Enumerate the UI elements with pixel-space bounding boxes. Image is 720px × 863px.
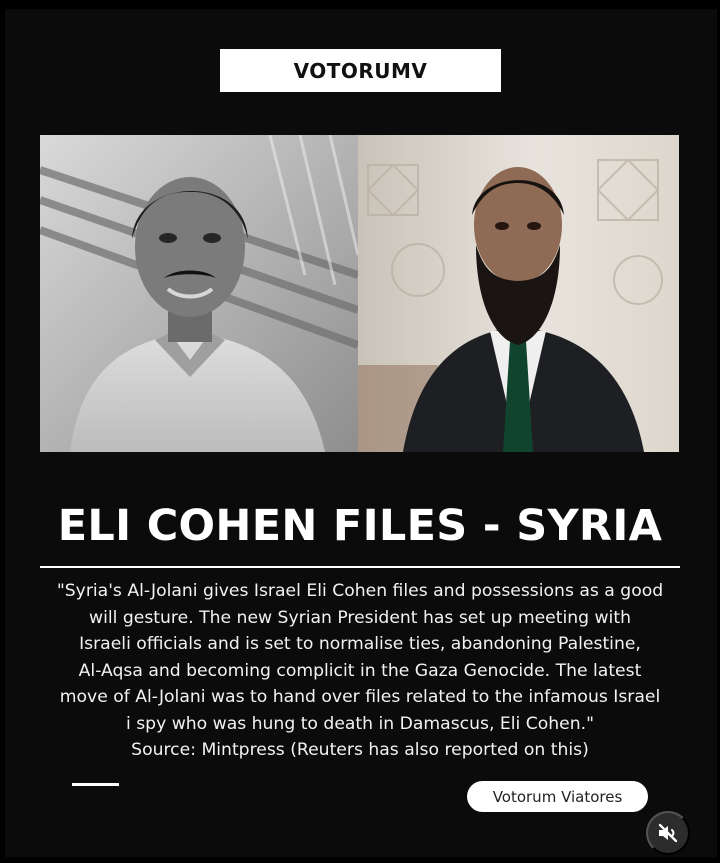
signature-badge	[467, 781, 648, 812]
body-line-4: Al-Aqsa and becoming complicit in the Gaza Genocide. The latest	[78, 660, 642, 681]
body-line-6: i spy who was hung to death in Damascus, Eli Cohen."	[125, 713, 595, 734]
body-copy	[24, 578, 696, 764]
decorative-short-rule	[72, 783, 119, 786]
left-portrait-image	[40, 135, 358, 452]
mute-button[interactable]	[646, 811, 690, 855]
brand-label-box	[220, 49, 501, 92]
body-line-5: move of Al-Jolani was to hand over files related to the infamous Israel	[59, 687, 661, 707]
right-portrait-image	[358, 135, 679, 452]
brand-label: VOTORUMV	[293, 58, 428, 83]
headline: ELI COHEN FILES - SYRIA	[57, 501, 663, 551]
body-line-1: "Syria's Al-Jolani gives Israel Eli Cohen files and possessions as a good	[56, 581, 664, 601]
signature-label: Votorum Viatores	[492, 787, 623, 806]
body-line-3: Israeli officials and is set to normalise ties, abandoning Palestine,	[79, 634, 641, 654]
body-line-7: Source: Mintpress (Reuters has also reported on this)	[131, 740, 589, 760]
photo-left	[40, 135, 358, 452]
body-line-2: will gesture. The new Syrian President has set up meeting with	[89, 607, 631, 628]
speaker-muted-icon	[656, 821, 680, 845]
photo-right	[358, 135, 679, 452]
headline-divider	[40, 566, 680, 568]
